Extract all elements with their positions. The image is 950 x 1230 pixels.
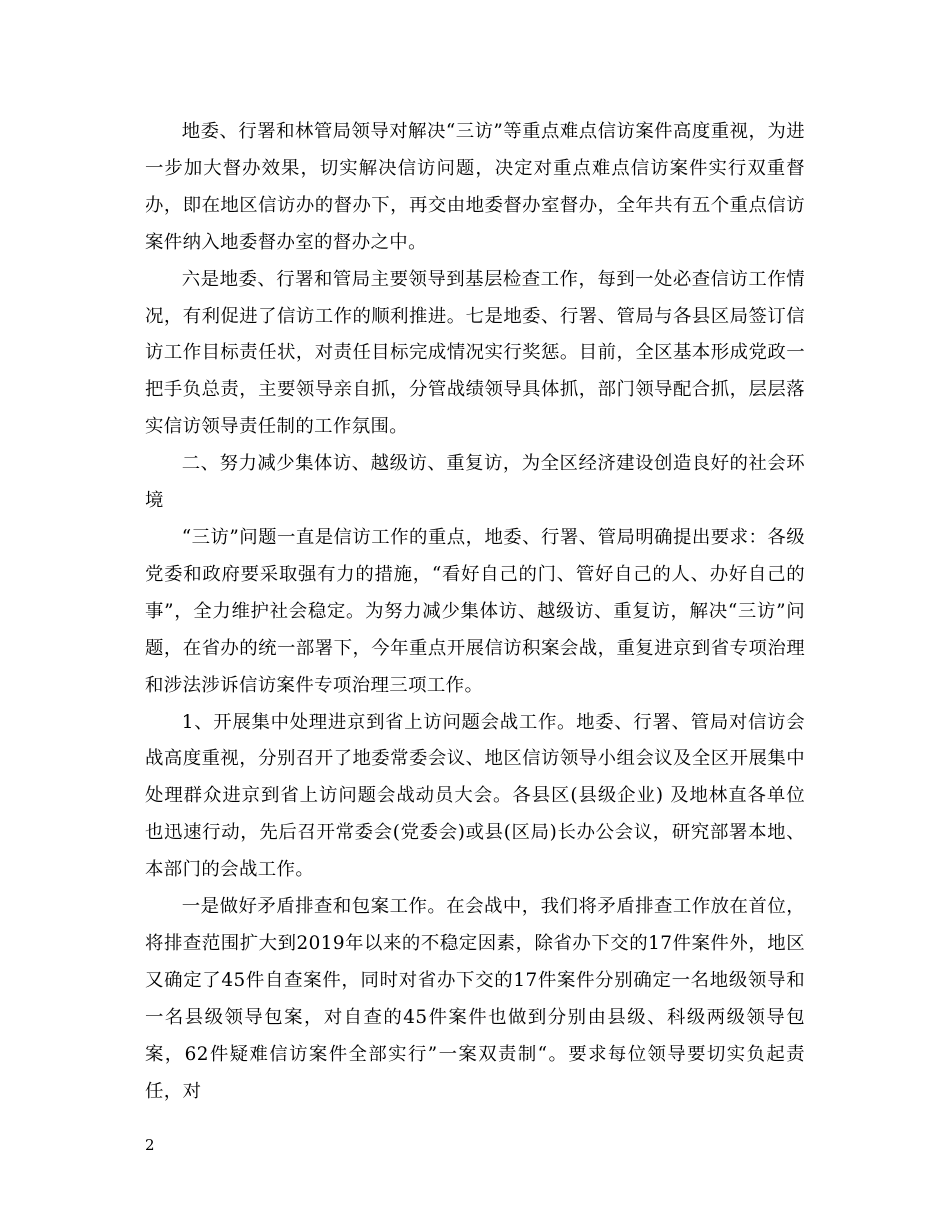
paragraph-supervision: 地委、行署和林管局领导对解决“三访”等重点难点信访案件高度重视，为进一步加大督办效果，切实解决信访问题，决定对重点难点信访案件实行双重督办，即在地区信访办的督办下，再交由地委督办室督办，全年共有五个重点信访案件纳入地委督办室的督办之中。 — [145, 121, 805, 253]
page-number: 2 — [145, 1136, 155, 1154]
paragraph-campaign-work: 1、开展集中处理进京到省上访问题会战工作。地委、行署、管局对信访会战高度重视，分别召开了地委常委会议、地区信访领导小组会议及全区开展集中处理群众进京到省上访问题会战动员大会。各县区(县级企业) 及地林直各单位也迅速行动，先后召开常委会(党委会)或县(区局)长办公会议，研究部署本地、本部门的会战工作。 — [145, 711, 805, 881]
section-heading-reduce-petitions: 二、努力减少集体访、越级访、重复访，为全区经济建设创造良好的社会环境 — [145, 453, 805, 512]
paragraph-three-petitions: “三访”问题一直是信访工作的重点，地委、行署、管局明确提出要求：各级党委和政府要采取强有力的措施，“看好自己的门、管好自己的人、办好自己的事”，全力维护社会稳定。为努力减少集体访、越级访、重复访，解决“三访”问题，在省办的统一部署下，今年重点开展信访积案会战，重复进京到省专项治理和涉法涉诉信访案件专项治理三项工作。 — [145, 526, 805, 696]
paragraph-leadership-inspection: 六是地委、行署和管局主要领导到基层检查工作，每到一处必查信访工作情况，有利促进了信访工作的顺利推进。七是地委、行署、管局与各县区局签订信访工作目标责任状，对责任目标完成情况实行奖惩。目前，全区基本形成党政一把手负总责，主要领导亲自抓，分管战绩领导具体抓，部门领导配合抓，层层落实信访领导责任制的工作氛围。 — [145, 268, 805, 438]
paragraph-conflict-screening: 一是做好矛盾排查和包案工作。在会战中，我们将矛盾排查工作放在首位，将排查范围扩大到2019年以来的不稳定因素，除省办下交的17件案件外，地区又确定了45件自查案件，同时对省办下交的17件案件分别确定一名地级领导和一名县级领导包案，对自查的45件案件也做到分别由县级、科级两级领导包案，62件疑难信访案件全部实行”一案双责制“。要求每位领导要切实负起责任，对 — [145, 896, 805, 1102]
document-body — [145, 114, 805, 1110]
